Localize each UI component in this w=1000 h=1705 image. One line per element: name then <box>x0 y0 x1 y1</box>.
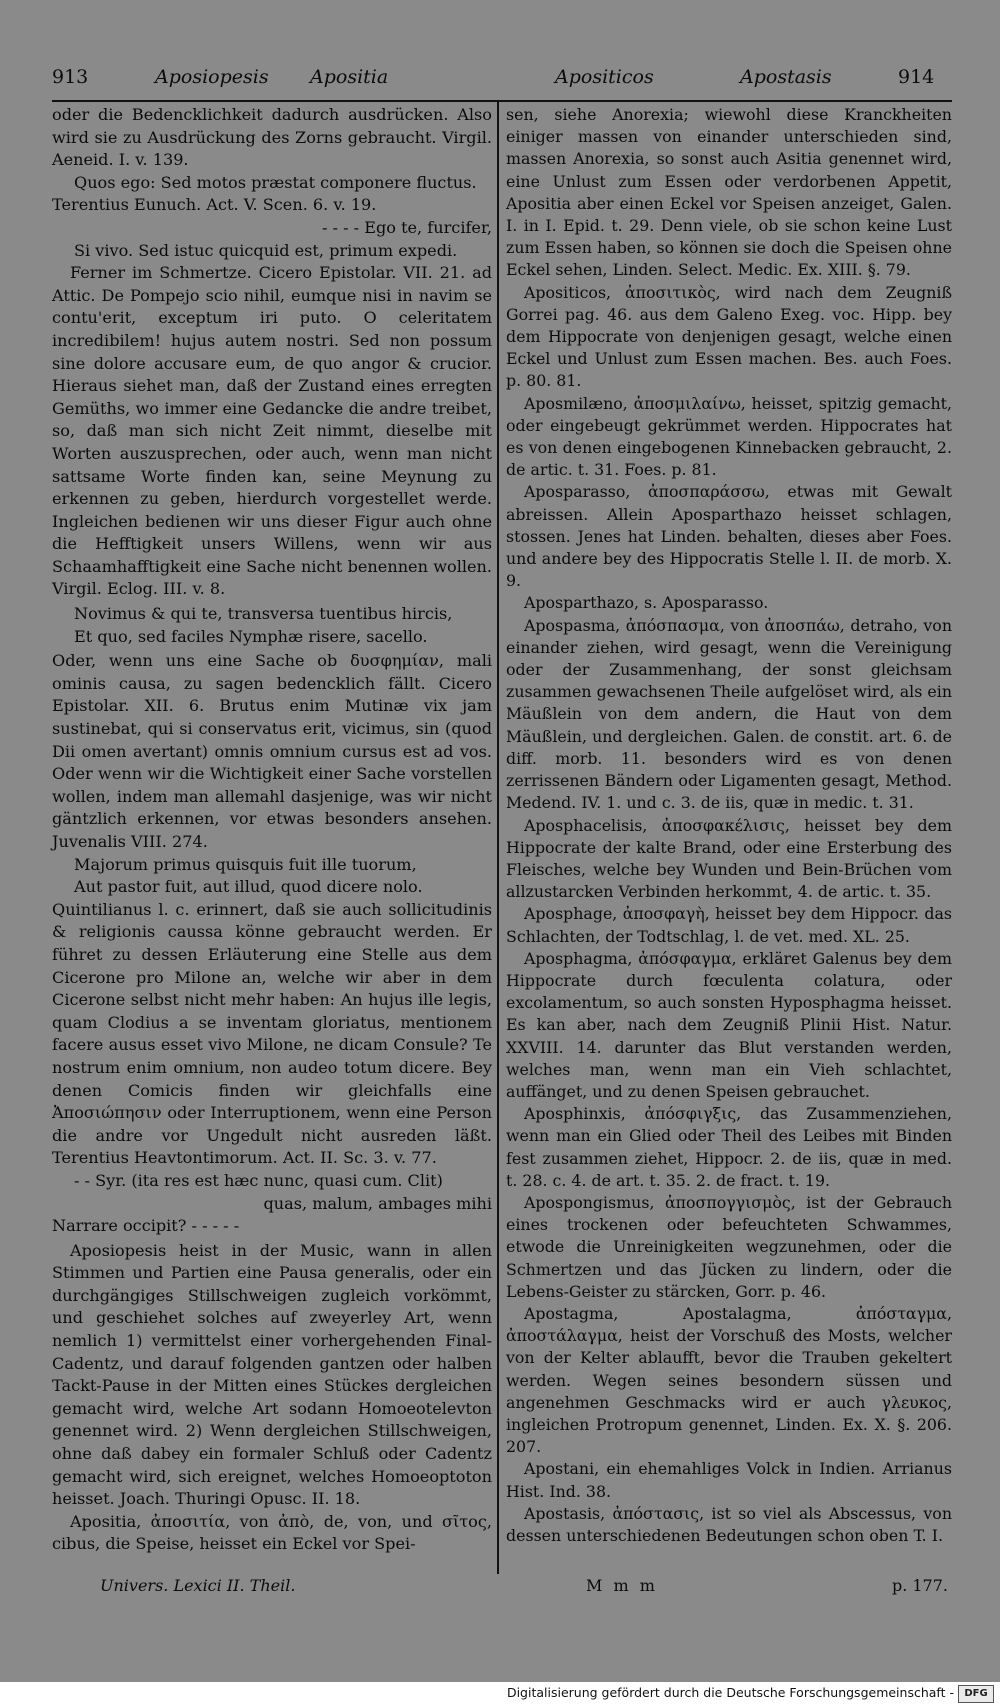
left-paragraph: Narrare occipit? - - - - - <box>52 1216 240 1236</box>
volume-signature: Univers. Lexici II. Theil. <box>100 1576 296 1595</box>
verse-line: Novimus & qui te, transversa tuentibus hircis, <box>74 604 453 624</box>
right-paragraph: sen, siehe Anorexia; wiewohl diese Kranckheiten einiger massen von einander unterschieden sind, massen Anorexia, so sonst auch Asitia genennet wird, eine Unlust zum Essen oder verdorbenen Appetit, Apositia aber einen Eckel vor Speisen anzeiget, Galen. I. in I. Epid. t. 29. Denn viele, ob sie schon keine Lust zum Essen haben, so können sie doch die Speisen ohne Eckel sehen, Linden. Select. Medic. Ex. XIII. §. 79. <box>506 105 952 280</box>
dictionary-entry: Apositicos, ἀποσιτικὸς, wird nach dem Zeugniß Gorrei pag. 46. aus dem Galeno Exeg. voc. Hipp. bey dem Hippocrate von denjenigen gesagt, welche einen Eckel und Unlust zum Essen machen. Bes. auch Foes. p. 80. 81. <box>506 282 952 391</box>
headword-3: Apositicos <box>555 66 654 88</box>
dictionary-entry: Apostani, ein ehemahliges Volck in Indien. Arrianus Hist. Ind. 38. <box>506 1459 952 1501</box>
dictionary-entry: Apospasma, ἀπόσπασμα, von ἀποσπάω, detraho, von einander ziehen, wird gesagt, wenn die Vereinigung oder der Zusammenhang, der sonst gleichsam zusammen gewachsenen Theile aufgelöset wird, als ein Mäußlein von dem andern, die Haut von dem Mäußlein, und dergleichen. Galen. de constit. art. 6. de diff. morb. 11. besonders wird es von denen zerrissenen Bändern oder Ligamenten gesagt, Method. Medend. IV. 1. und c. 3. de iis, quæ in medic. t. 31. <box>506 615 952 813</box>
dfg-logo-icon: DFG <box>958 1685 994 1703</box>
page-number-left: 913 <box>52 66 89 88</box>
verse-line: Majorum primus quisquis fuit ille tuorum, <box>74 854 417 874</box>
verse-line: - - - - Ego te, furcifer, <box>322 217 492 237</box>
footer-right <box>506 1572 952 1602</box>
headword-1: Aposiopesis <box>155 66 269 88</box>
dictionary-entry: Aposphage, ἀποσφαγὴ, heisset bey dem Hippocr. das Schlachten, der Todtschlag, l. de vet. med. XL. 25. <box>506 904 952 946</box>
verse-line: Si vivo. Sed istuc quicquid est, primum expedi. <box>74 240 458 260</box>
left-paragraph: Ferner im Schmertze. Cicero Epistolar. VII. 21. ad Attic. De Pompejo scio nihil, eumque nisi in navim se contu'erit, exceptum iri puto. O celeritatem incredibilem! hujus autem nostri. Sed non possum sine dolore accusare eum, de quo angor & crucior. Hieraus siehet man, daß der Zustand eines erregten Gemüths, wo immer eine Gedancke die andre treibet, so, daß man sich nicht Zeit nimmt, dieselbe mit Worten auszusprechen, oder auch, wenn man nicht sattsame Worte finden kan, seine Meynung zu erkennen zu geben, hierdurch vorgestellet werde. Ingleichen bedienen wir uns dieser Figur auch ohne die Hefftigkeit unsers Willens, wenn wir aus Schaamhafftigkeit eine Sache nicht benennen wollen. Virgil. Eclog. III. v. 8. <box>52 263 492 599</box>
header-rule <box>52 100 952 102</box>
dictionary-entry: Aposparthazo, s. Aposparasso. <box>524 593 769 613</box>
right-column <box>506 104 952 1547</box>
verse-line: - - Syr. (ita res est hæc nunc, quasi cum. Clit) <box>74 1170 443 1190</box>
verse-line: quas, malum, ambages mihi <box>263 1193 492 1213</box>
left-paragraph: Oder, wenn uns eine Sache ob δυσφημίαν, mali ominis causa, zu sagen bedencklich fällt. Cicero Epistolar. XII. 6. Brutus enim Mutinæ vix jam sustinebat, qui si conservatus erit, vicimus, sin (quod Dii omen avertant) omnis omnium cursus est ad vos. Oder wenn wir die Wichtigkeit einer Sache vorstellen wollen, indem man allemahl dasjenige, was wir nicht gäntzlich erkennen, vor etwas besonders ansehen. Juvenalis VIII. 274. <box>52 651 492 851</box>
headword-4: Apostasis <box>740 66 832 88</box>
printer-signature: M m m <box>586 1576 658 1595</box>
dictionary-entry: Aposphinxis, ἀπόσφιγξις, das Zusammenziehen, wenn man ein Glied oder Theil des Leibes mit Binden fest zusammen ziehet, Hippocr. 2. de iis, quæ in med. t. 28. c. 4. de art. t. 35. 2. de fract. t. 19. <box>506 1104 952 1190</box>
verse-line: Quos ego: Sed motos præstat componere fluctus. <box>74 172 477 192</box>
dictionary-entry: Apositia, ἀποσιτία, von ἀπὸ, de, von, und σῖτος, cibus, die Speise, heisset ein Eckel vor Spei- <box>52 1511 492 1554</box>
credit-text: Digitalisierung gefördert durch die Deutsche Forschungsgemeinschaft - <box>506 1685 954 1700</box>
dictionary-entry: Aposphacelisis, ἀποσφακέλισις, heisset bey dem Hippocrate der kalte Brand, oder eine Ersterbung des Fleisches, welche bey Wunden und Bein-Brüchen vom allzustarcken Verbinden herkommt, 4. de artic. t. 35. <box>506 815 952 902</box>
dictionary-entry: Apospongismus, ἀποσπογγισμὸς, ist der Gebrauch eines trockenen oder befeuchteten Schwammes, etwode die Unreinigkeiten wegzunehmen, oder die Schmertzen und das Jücken zu lindern, oder die Lebens-Geister zu stärcken, Gorr. p. 46. <box>506 1192 952 1301</box>
catchword: p. 177. <box>891 1576 948 1595</box>
digitization-credit-bar <box>0 1682 1000 1705</box>
dictionary-entry: Apostagma, Apostalagma, ἀπόσταγμα, ἀποστάλαγμα, heist der Vorschuß des Mosts, welcher von der Kelter ablaufft, bevor die Trauben gekeltert werden. Wegen seines besondern süssen und angenehmen Geschmacks wird er auch γλευκος, ingleichen Protropum genennet, Linden. Ex. X. §. 206. 207. <box>506 1303 952 1457</box>
left-paragraph: oder die Bedencklichkeit dadurch ausdrücken. Also wird sie zu Ausdrückung des Zorns gebraucht. Virgil. Aeneid. I. v. 139. <box>52 105 492 170</box>
dictionary-entry: Apostasis, ἀπόστασις, ist so viel als Abscessus, von dessen unterschiedenen Bedeutungen schon oben T. I. <box>506 1503 952 1545</box>
verse-line: Aut pastor fuit, aut illud, quod dicere nolo. <box>74 877 423 897</box>
column-divider <box>497 102 499 1574</box>
left-paragraph: Terentius Eunuch. Act. V. Scen. 6. v. 19. <box>52 195 377 215</box>
left-paragraph: Quintilianus l. c. erinnert, daß sie auch sollicitudinis & religionis caussa könne gebraucht werden. Er führet zu dessen Erläuterung eine Stelle aus dem Cicerone pro Milone an, welche wir aber in dem Cicerone selbst nicht mehr haben: An hujus ille legis, quam Clodius a se inventam gloriatus, mentionem facere ausus esset vivo Milone, ne dicam Consule? Te nostrum enim omnium, non audeo totum dicere. Bey denen Comicis finden wir gleichfalls eine Ἀποσιώπησιν oder Interruptionem, wenn eine Person die andre vor Ungedult nicht ausreden läßt. Terentius Heavtontimorum. Act. II. Sc. 3. v. 77. <box>52 899 492 1168</box>
dictionary-entry: Aposphagma, ἀπόσφαγμα, erkläret Galenus bey dem Hippocrate durch fœculenta colatura, oder excolamentum, so auch sonsten Hyposphagma heisset. Es kan aber, nach dem Zeugniß Plinii Hist. Natur. XXVIII. 14. darunter das Blut verstanden werden, welches man, wenn man ein Vieh schlachtet, auffänget, und zu denen Speisen gebrauchet. <box>506 948 952 1101</box>
footer-left <box>52 1572 492 1602</box>
headword-2: Apositia <box>310 66 389 88</box>
left-column <box>52 104 492 1556</box>
page-number-right: 914 <box>898 66 935 88</box>
running-header <box>40 62 960 96</box>
dictionary-entry: Aposparasso, ἀποσπαράσσω, etwas mit Gewalt abreissen. Allein Aposparthazo heisset schlagen, stossen. Jenes hat Linden. behalten, dieses aber Foes. und andere bey des Hippocratis Stelle l. II. de morb. X. 9. <box>506 482 952 591</box>
dictionary-entry: Aposmilæno, ἀποσμιλαίνω, heisset, spitzig gemacht, oder eingebeugt gekrümmet werden. Hippocrates hat es von denen eingebogenen Kinnebacken gebraucht, 2. de artic. t. 31. Foes. p. 81. <box>506 393 952 480</box>
verse-line: Et quo, sed faciles Nymphæ risere, sacello. <box>74 626 428 646</box>
dictionary-entry: Aposiopesis heist in der Music, wann in allen Stimmen und Partien eine Pausa generalis, oder ein durchgängiges Stillschweigen zugleich vorkömmt, und geschiehet solches auf zweyerley Art, wenn nemlich 1) vermittelst einer vorhergehenden Final-Cadentz, und darauf folgenden gantzen oder halben Tackt-Pause in der Mitten eines Stückes dergleichen gemacht wird, welche Art sodann Homoeotelevton genennet wird. 2) Wenn dergleichen Stillschweigen, ohne daß dabey ein formaler Schluß oder Cadentz gemacht wird, sich ereignet, welches Homoeoptoton heisset. Joach. Thuringi Opusc. II. 18. <box>52 1240 492 1509</box>
